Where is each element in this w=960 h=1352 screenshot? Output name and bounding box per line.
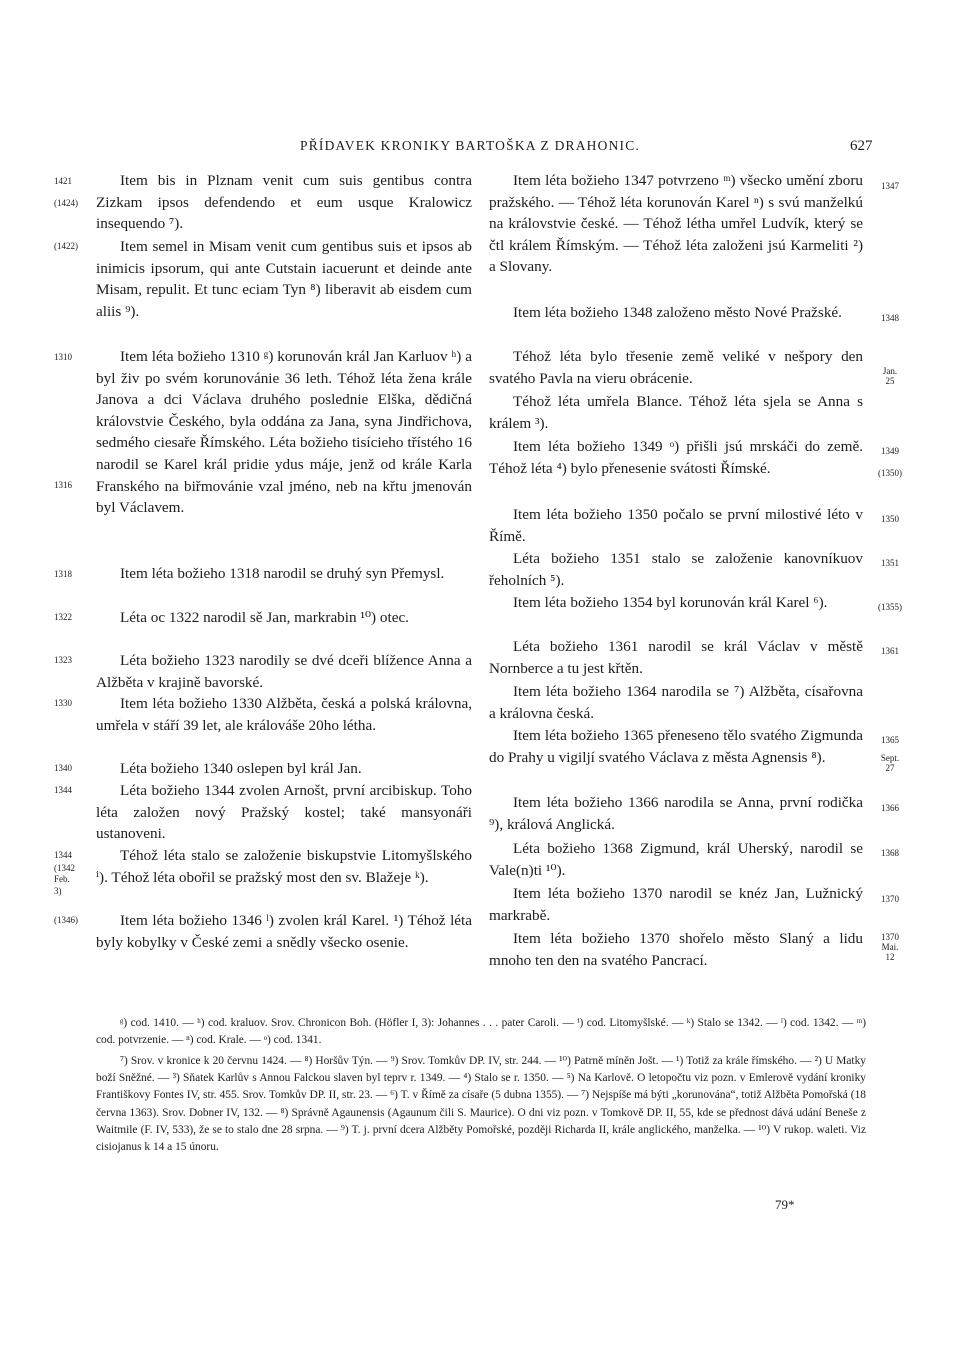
paragraph: Téhož léta stalo se založenie biskupstvie Litomyšlského ⁱ). Téhož léta obořil se pražský most den sv. Blažeje ᵏ). (96, 847, 472, 886)
variant-footnotes: ᵍ) cod. 1410. — ʰ) cod. kraluov. Srov. Chronicon Boh. (Höfler I, 3): Johannes . . . pater Caroli. — ⁱ) cod. Litomyšlské. — ᵏ) Stalo se 1342. — ˡ) cod. 1342. — ᵐ) cod. potvrzenie. — ⁿ) cod. Krale. — ᵒ) cod. 1341. (96, 1017, 866, 1047)
paragraph: Léta oc 1322 narodil sě Jan, markrabin ¹⁰) otec. (120, 609, 409, 626)
margin-note: 1340 (54, 763, 72, 773)
margin-note: 1318 (54, 569, 72, 579)
margin-note: 1344 (54, 850, 72, 860)
margin-note: 1370 (881, 932, 899, 942)
margin-note: Feb. (54, 874, 70, 884)
margin-note: 1349 (881, 446, 899, 456)
margin-note: 12 (885, 952, 895, 962)
margin-note: 1310 (54, 352, 72, 362)
margin-note: (1346) (54, 915, 78, 925)
margin-note: 27 (885, 763, 895, 773)
paragraph: Léta božieho 1323 narodily se dvé dceři blížence Anna a Alžběta v krajině bavorské. (96, 652, 472, 691)
paragraph: Item léta božieho 1365 přeneseno tělo svatého Zigmunda do Prahy u vigiljí svatého Václava z města Agnensis ⁸). (489, 727, 863, 766)
margin-note: 3) (54, 886, 62, 896)
explanatory-footnotes: ⁷) Srov. v kronice k 20 červnu 1424. — ⁸) Horšův Týn. — ⁹) Srov. Tomkův DP. IV, str. 244. — ¹⁰) Patrně míněn Jošt. — ¹) Totiž za krále římského. — ²) U Matky boží Sněžné. — ³) Sňatek Karlův s Annou Falckou slaven byl teprv r. 1349. — ⁴) Stalo se r. 1350. — ⁵) Na Karlově. O letopočtu viz pozn. v Emlerově vydání kroniky Františkovy Fontes IV, str. 455. Srov. Tomkův DP. II, str. 23. — ⁶) T. v Římě za císaře (5 dubna 1355). — ⁷) Nejspíše má býti „korunována“, totiž Alžběta Pomořská (18 června 1363). Srov. Dobner IV, 132. — ⁸) Správně Agaunensis (Agaunum čili S. Maurice). O dni viz pozn. v Tomkově DP. II, 55, kde se přednost dává udání Beneše z Waitmile (F. IV, 533), že se to stalo dne 28 srpna. — ⁹) T. j. první dcera Alžběty Pomořské, později Richarda II, krále anglického, manželka. — ¹⁰) V rukop. waleti. Viz cisiojanus k 14 a 15 únoru. (96, 1055, 866, 1154)
page-header (0, 138, 960, 158)
paragraph: Léta božieho 1351 stalo se založenie kanovníkuov řeholních ⁵). (489, 550, 863, 589)
margin-note: 1361 (881, 646, 899, 656)
margin-note: 1348 (881, 313, 899, 323)
margin-note: 1316 (54, 480, 72, 490)
margin-note: 1344 (54, 785, 72, 795)
paragraph: Item semel in Misam venit cum gentibus suis et ipsos ab inimicis ipsorum, qui ante Cutstain iacuerunt et deinde ante Misam, repulit. Et tunc eciam Tyn ⁸) liberavit ab eisdem cum aliis ⁹). (96, 238, 472, 320)
paragraph: Téhož léta umřela Blance. Téhož léta sjela se Anna s králem ³). (489, 393, 863, 432)
paragraph: Item léta božieho 1346 ˡ) zvolen král Karel. ¹) Téhož léta byly kobylky v České zemi a snědly všecko osenie. (96, 912, 472, 951)
margin-note: 1322 (54, 612, 72, 622)
margin-note: 1330 (54, 698, 72, 708)
paragraph: Item léta božieho 1370 narodil se knéz Jan, Lužnický markrabě. (489, 885, 863, 924)
margin-note: 1323 (54, 655, 72, 665)
paragraph: Léta božieho 1368 Zigmund, král Uherský, narodil se Vale(n)ti ¹⁰). (489, 840, 863, 879)
paragraph: Item léta božieho 1354 byl korunován král Karel ⁶). (513, 594, 828, 611)
sheet-signature: 79* (775, 1197, 795, 1212)
paragraph: Léta božieho 1344 zvolen Arnošt, první arcibiskup. Toho léta založen nový Pražský kostel; také mansyonáři ustanoveni. (96, 782, 472, 843)
paragraph: Item léta božieho 1348 založeno město Nové Pražské. (513, 304, 842, 321)
margin-note: (1355) (878, 602, 902, 612)
paragraph: Item léta božieho 1330 Alžběta, česká a polská královna, umřela v stáří 39 let, ale králováše 20ho létha. (96, 695, 472, 734)
margin-note: 25 (885, 376, 895, 386)
paragraph: Item léta božieho 1364 narodila se ⁷) Alžběta, císařovna a královna česká. (489, 683, 863, 722)
margin-note: 1347 (881, 181, 899, 191)
margin-note: Sept. (880, 753, 900, 763)
paragraph: Item léta božieho 1349 ᵒ) přišli jsú mrskáči do země. Téhož léta ⁴) bylo přenesenie svátosti Římské. (489, 438, 863, 477)
margin-note: 1366 (881, 803, 899, 813)
page-number: 627 (850, 138, 873, 154)
paragraph: Item léta božieho 1318 narodil se druhý syn Přemysl. (120, 565, 445, 582)
margin-note: (1350) (878, 468, 902, 478)
paragraph: Item léta božieho 1347 potvrzeno ᵐ) všecko umění zboru pražského. — Téhož léta korunován Karel ⁿ) s svú manželkú na královstvie české. — Téhož létha umřel Ludvík, který se čtl králem Římským. — Téhož léta založeni jsú Karmeliti ²) a Slovany. (489, 172, 863, 276)
paragraph: Léta božieho 1361 narodil se král Václav v městě Nornberce a tu jest křtěn. (489, 638, 863, 677)
paragraph: Item bis in Plznam venit cum suis gentibus contra Zizkam ipsos defendendo et eum usque Kralowicz insequendo ⁷). (96, 172, 472, 233)
margin-note: 1350 (881, 514, 899, 524)
paragraph: Item léta božieho 1370 shořelo město Slaný a lidu mnoho ten den na svatého Pancrací. (489, 930, 863, 969)
margin-note: (1422) (54, 241, 78, 251)
margin-note: 1421 (54, 176, 72, 186)
paragraph: Léta božieho 1340 oslepen byl král Jan. (120, 760, 362, 777)
margin-note: (1424) (54, 198, 78, 208)
margin-note: 1365 (881, 735, 899, 745)
paragraph: Item léta božieho 1366 narodila se Anna, první rodička ⁹), králová Anglická. (489, 794, 863, 833)
margin-note: (1342 (54, 863, 75, 873)
running-title: PŘÍDAVEK KRONIKY BARTOŠKA Z DRAHONIC. (300, 138, 640, 153)
paragraph: Item léta božieho 1350 počalo se první milostivé léto v Římě. (489, 506, 863, 545)
margin-note: 1368 (881, 848, 899, 858)
margin-note: 1351 (881, 558, 899, 568)
margin-note: 1370 (881, 894, 899, 904)
paragraph: Item léta božieho 1310 ᵍ) korunován král Jan Karluov ʰ) a byl živ po svém korunovánie 36 leth. Téhož léta žena krále Janova a dci Václava druhého poslednie Elška, dědičná královstvie Českého, byla oddána za Jana, syna Jindřichova, sedmého ciesaře Římského. Léta božieho tisícieho třístého 16 narodil se Karel král pridie ydus máje, jenž od krále Karla Franského na biřmovánie vzal jméno, neb na křtu jmenován byl Václavem. (96, 348, 472, 517)
paragraph: Téhož léta bylo třesenie země veliké v nešpory den svatého Pavla na vieru obrácenie. (489, 348, 863, 387)
margin-note: Jan. (882, 366, 898, 376)
margin-note: Mai. (881, 942, 899, 952)
